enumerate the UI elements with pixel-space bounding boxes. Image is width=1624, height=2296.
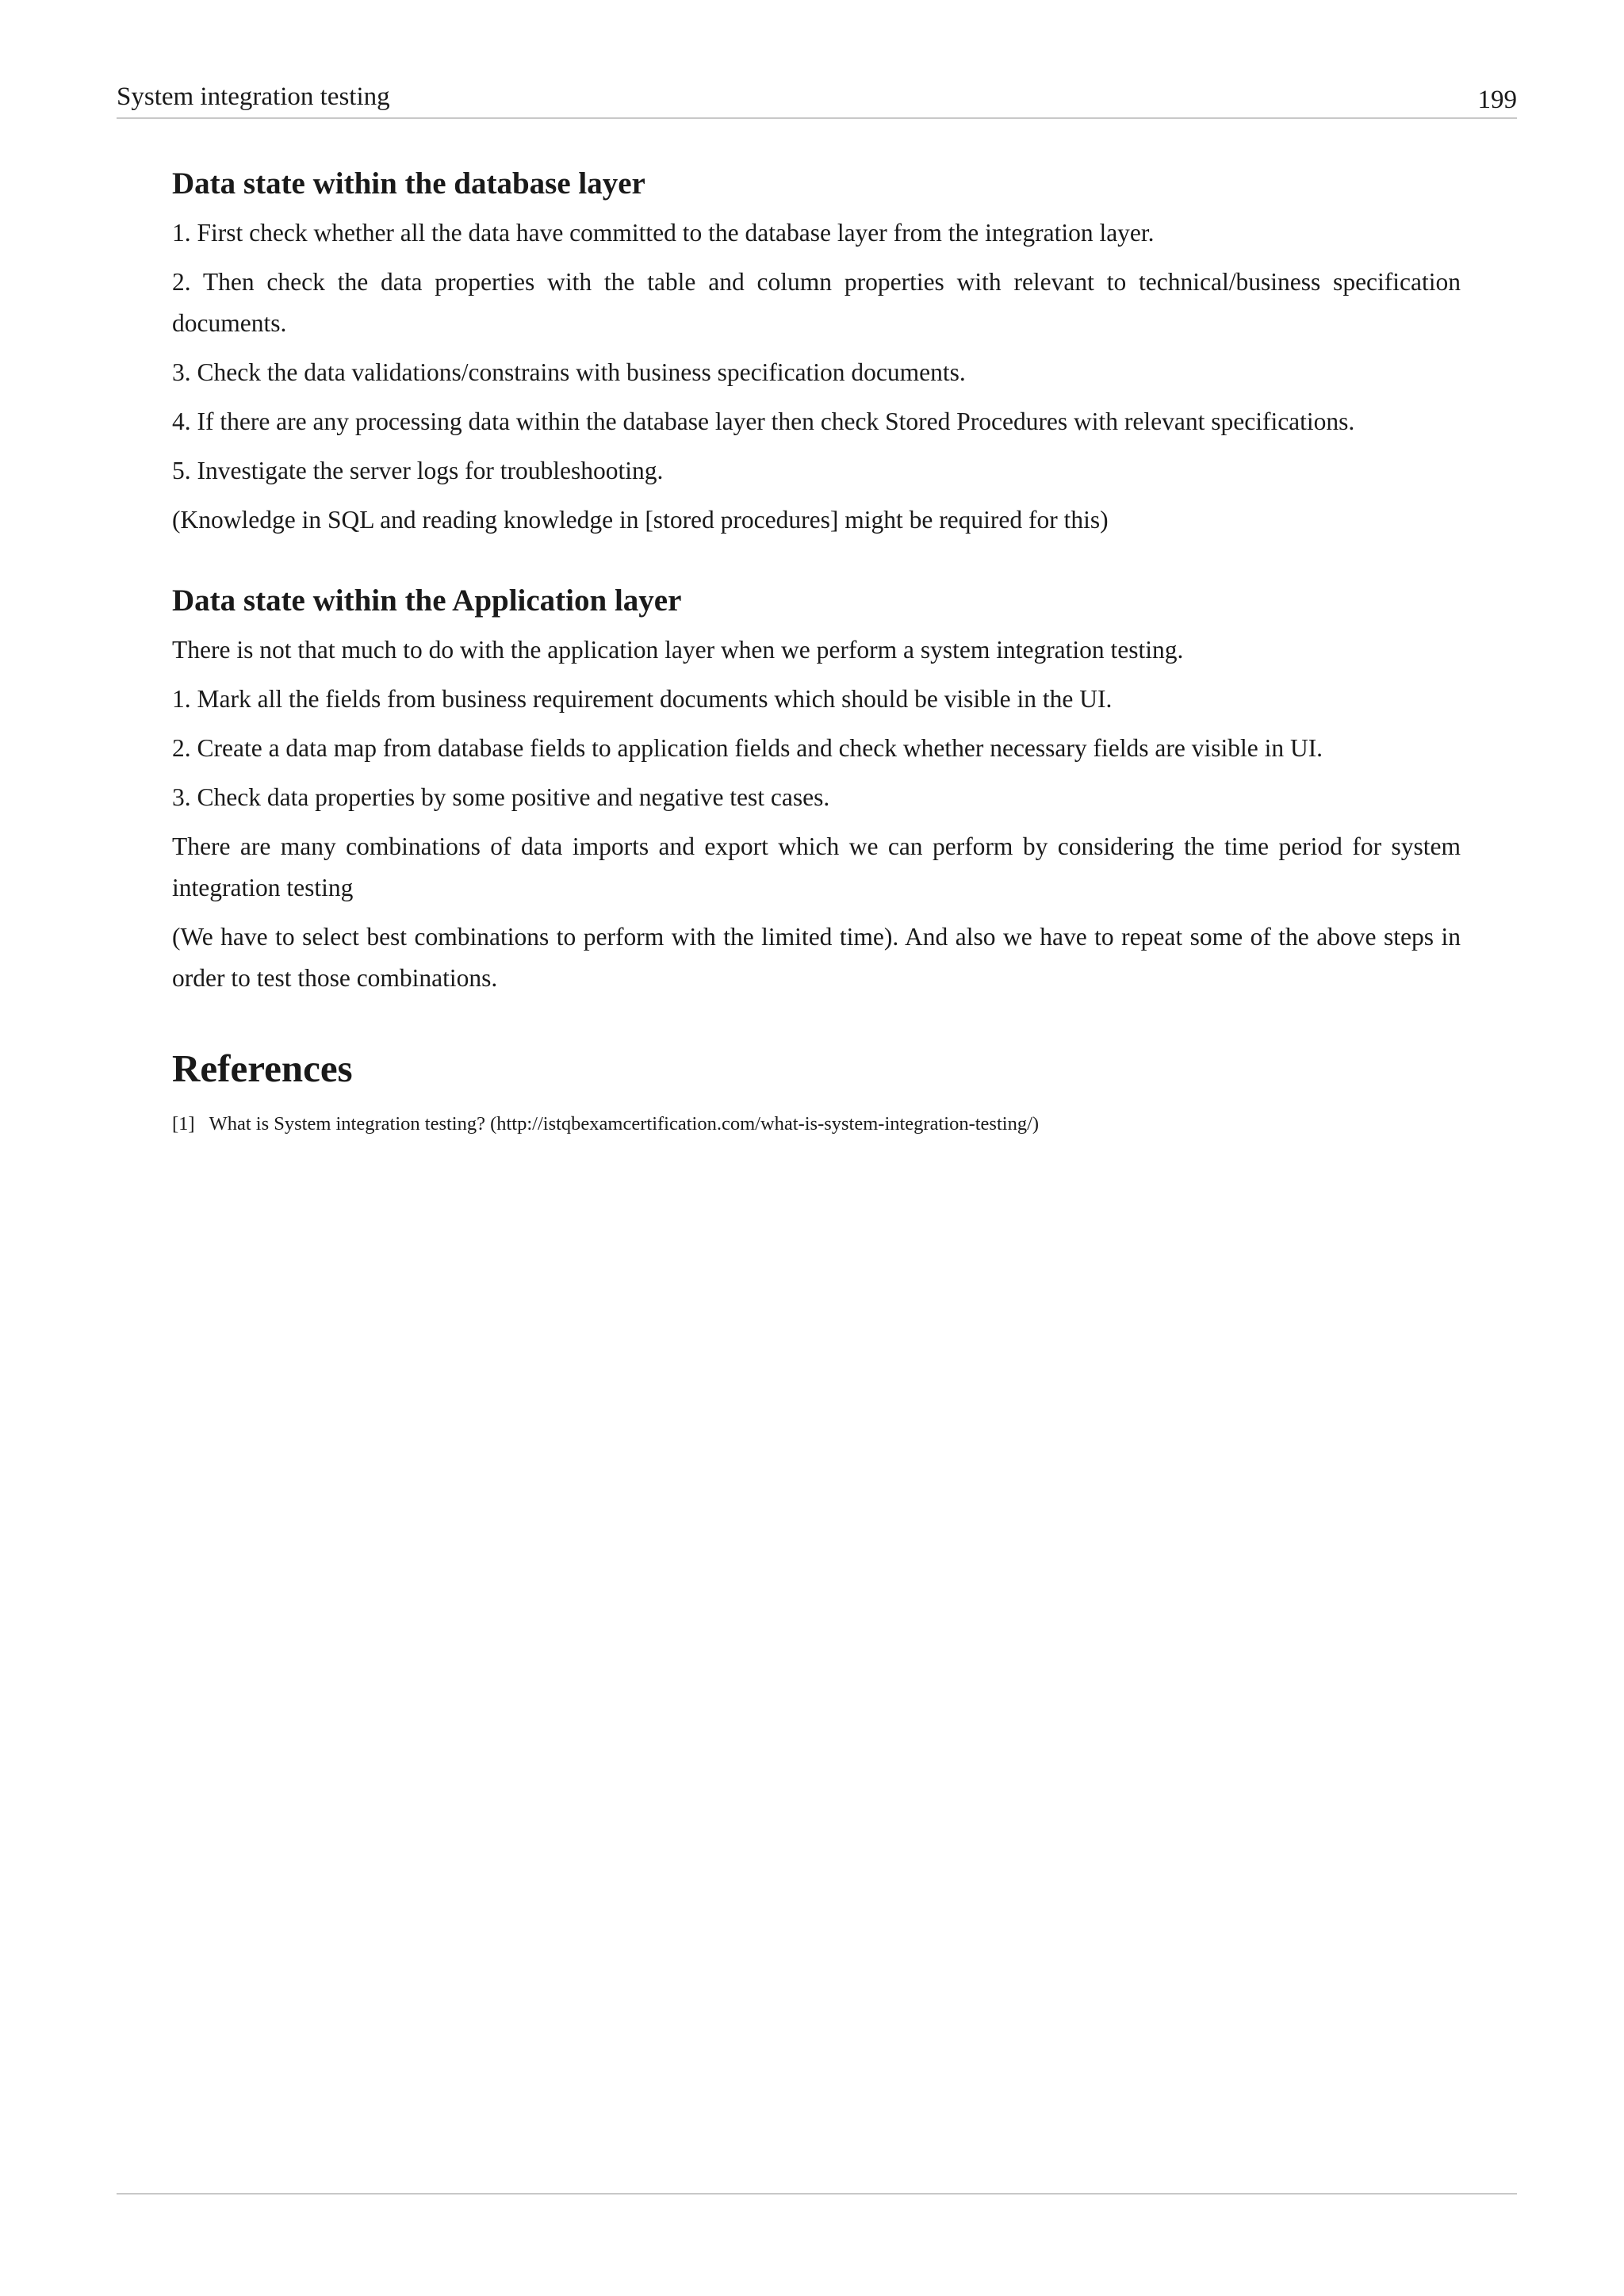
paragraph: 2. Create a data map from database fields to application fields and check whether necessary fields are visible in UI. [172, 734, 1323, 762]
paragraph: There is not that much to do with the application layer when we perform a system integration testing. [172, 636, 1184, 664]
section-heading: Data state within the Application layer [172, 584, 682, 618]
paragraph: There are many combinations of data imports and export which we can perform by considering the time period for system integration testing [172, 832, 1461, 901]
paragraph: 1. Mark all the fields from business requirement documents which should be visible in the UI. [172, 685, 1113, 713]
references-section [172, 1045, 1461, 1137]
section-heading: Data state within the database layer [172, 166, 645, 201]
paragraph: 3. Check the data validations/constrains with business specification documents. [172, 358, 966, 386]
paragraph: (Knowledge in SQL and reading knowledge in [stored procedures] might be required for this) [172, 506, 1109, 534]
reference-item [172, 1112, 1461, 1137]
paragraph: 3. Check data properties by some positive and negative test cases. [172, 783, 830, 811]
page-content [172, 165, 1461, 1137]
paragraph: 4. If there are any processing data within the database layer then check Stored Procedures with relevant specifications. [172, 408, 1355, 435]
paragraph: 5. Investigate the server logs for troubleshooting. [172, 457, 664, 484]
section-database-layer [172, 165, 1461, 541]
paragraph: 2. Then check the data properties with the table and column properties with relevant to technical/business specification documents. [172, 268, 1461, 337]
reference-number: [1] [172, 1113, 195, 1135]
reference-link[interactable]: What is System integration testing? (http://istqbexamcertification.com/what-is-system-integration-testing/) [209, 1113, 1040, 1135]
footer-rule [117, 2193, 1517, 2195]
paragraph: (We have to select best combinations to perform with the limited time). And also we have to repeat some of the above steps in order to test those combinations. [172, 923, 1461, 992]
paragraph: 1. First check whether all the data have committed to the database layer from the integration layer. [172, 219, 1155, 247]
references-heading: References [172, 1047, 353, 1090]
section-application-layer [172, 582, 1461, 999]
page-number: 199 [1477, 86, 1517, 114]
running-header [117, 76, 1517, 119]
running-title: System integration testing [117, 82, 390, 111]
